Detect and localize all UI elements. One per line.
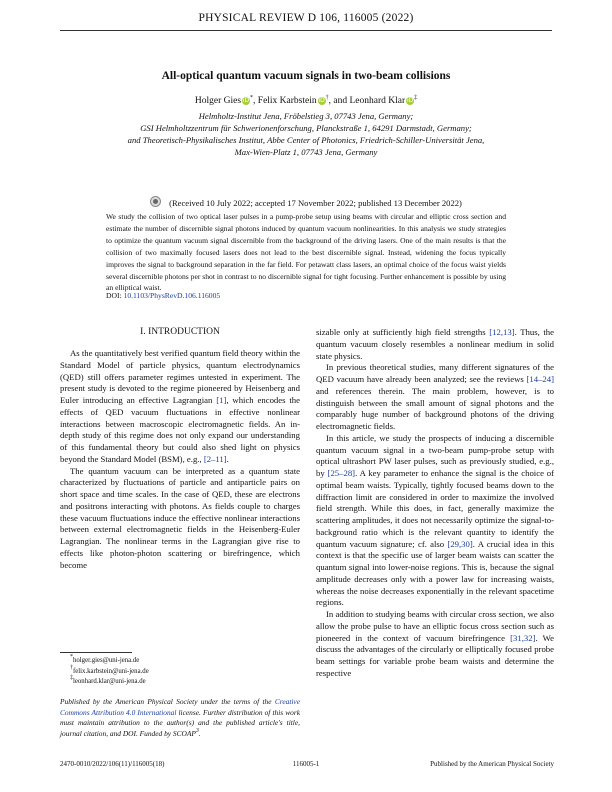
affiliation: Max-Wien-Platz 1, 07743 Jena, Germany xyxy=(234,147,378,157)
license-text: 3 xyxy=(195,727,199,734)
author-name[interactable]: Felix Karbstein xyxy=(257,96,317,106)
license-link[interactable]: Creative Commons Attribution 4.0 International xyxy=(60,697,300,717)
footnote-mark: † xyxy=(70,664,73,671)
paragraph-text: As the quantitatively best verified quantum field theory within the Standard Model of particle physics, quantum electrodynamics (QED) still offers parameter regimes untested in experiment. The present study is devoted to the regime pioneered by Heisenberg and Euler introducing an effective Lagrangian xyxy=(60,348,300,405)
paragraph-text: . Thus, the quantum vacuum closely resembles a nonlinear medium in solid state physics. xyxy=(316,327,554,361)
orcid-icon[interactable]: iD xyxy=(242,97,250,104)
author-name[interactable]: Leonhard Klar xyxy=(349,96,406,106)
paragraph-text: In addition to studying beams with circular cross section, we also allow the probe pulse to have an elliptic focus cross section such as pioneered in the context of vacuum birefringence xyxy=(316,609,554,643)
check-for-updates-icon[interactable] xyxy=(150,196,161,207)
affiliation: and Theoretisch-Physikalisches Institut, Abbe Center of Photonics, Friedrich-Schiller-Universität Jena, xyxy=(127,135,485,145)
footnote xyxy=(60,677,300,688)
paragraph xyxy=(316,433,554,609)
received-text: (Received 10 July 2022; accepted 17 November 2022; published 13 December 2022) xyxy=(169,198,462,208)
author-separator: , xyxy=(253,96,258,106)
author-footnote-mark: ‡ xyxy=(414,95,418,101)
license-text: license. Further distribution of this work must maintain attribution to the author(s) and the published article's title, journal citation, and DOI. Funded by SCOAP xyxy=(60,707,300,738)
paragraph xyxy=(60,348,300,466)
license-text: Published by the American Physical Society under the terms of the xyxy=(60,697,275,706)
paragraph-text: . xyxy=(226,453,229,464)
abstract: We study the collision of two optical laser pulses in a pump-probe setup using beams with circular and elliptic cross section and estimate the number of discernible signal photons induced by quantum vacuum nonlinearities. In this analysis we study strategies to optimize the quantum vacuum signal discernible from the background of the driving lasers. One of the main results is that the collision of two maximally focused lasers does not lead to the best discernible signal. Instead, widening the focus typically improves the signal to background separation in the far field. For petawatt class lasers, an optimal choice of the focus waist yields several discernible photons per shot in contrast to no discernible signal for tight focusing. Further enhancement is possible by using an elliptical waist. xyxy=(106,212,506,293)
paragraph-text: sizable only at sufficiently high field strengths xyxy=(316,327,490,337)
paragraph xyxy=(316,609,554,680)
right-column xyxy=(316,327,554,680)
paragraph-text: In this article, we study the prospects of inducing a discernible quantum vacuum signal in a two-beam pump-probe setup with optical ultrashort PW laser pulses, such as previously studied, e.g., by xyxy=(316,432,554,478)
footnote-rule xyxy=(60,652,132,653)
author-footnote-mark: † xyxy=(325,95,329,101)
paragraph-text: and references therein. The main problem, however, is to distinguish between the small amount of signal photons and the comparably huge number of background photons of the driving electromagnetic fields. xyxy=(316,385,554,431)
left-column xyxy=(60,348,300,571)
paragraph-text: In previous theoretical studies, many different signatures of the QED vacuum have already been analyzed; see the reviews xyxy=(316,362,554,384)
paragraph-text: . We discuss the advantages of the circularly or elliptically focused probe beam settings for variable probe beam waists and determine the respective xyxy=(316,632,555,678)
paper-title: All-optical quantum vacuum signals in two-beam collisions xyxy=(161,70,451,82)
doi-link[interactable]: 10.1103/PhysRevD.106.116005 xyxy=(123,291,221,300)
citation-link[interactable]: [14–24] xyxy=(526,374,554,384)
license-statement xyxy=(60,697,300,739)
paragraph-text: The quantum vacuum can be interpreted as a quantum state characterized by fluctuations of particle and antiparticle pairs on short space and time scales. In the case of QED, these are electrons and positrons interacting with photons. As fields couple to charges these vacuum fluctuations induce the effective nonlinear interactions between external electromagnetic fields in the Heisenberg-Euler Lagrangian. The nonlinear terms in the Lagrangian give rise to effects like photon-photon scattering or birefringence, which become xyxy=(60,465,300,570)
footnote xyxy=(60,664,300,678)
paragraph-text: . A crucial idea in this context is that the specific use of larger beam waists can scatter the quantum signal into lower-noise regions. This is, because the signal amplitude decreases only with a power law for increasing waists, whereas the noise decreases exponentially in the relevant spacetime regions. xyxy=(316,538,554,608)
journal-header: PHYSICAL REVIEW D 106, 116005 (2022) xyxy=(198,12,414,24)
citation-link[interactable]: [31,32] xyxy=(510,632,536,643)
section-heading: I. INTRODUCTION xyxy=(140,327,220,337)
footer-issn: 2470-0010/2022/106(11)/116005(18) xyxy=(60,760,165,768)
footnote-email[interactable]: leonhard.klar@uni-jena.de xyxy=(73,678,146,685)
doi-label: DOI: xyxy=(106,291,124,300)
paragraph xyxy=(316,327,554,362)
citation-link[interactable]: [1] xyxy=(216,395,227,405)
footer-publisher: Published by the American Physical Society xyxy=(430,760,554,768)
author-name[interactable]: Holger Gies xyxy=(194,96,242,106)
license-text: . xyxy=(198,728,201,738)
orcid-icon[interactable]: iD xyxy=(406,97,414,104)
author-separator: , and xyxy=(328,96,350,106)
footnotes xyxy=(60,656,300,688)
footnote-mark: * xyxy=(70,654,73,660)
footnote-email[interactable]: felix.karbstein@uni-jena.de xyxy=(73,667,149,675)
doi-line xyxy=(106,291,220,300)
citation-link[interactable]: [29,30] xyxy=(447,538,473,549)
paragraph xyxy=(316,362,554,433)
footnote xyxy=(60,656,300,667)
header-rule xyxy=(60,30,552,31)
orcid-icon[interactable]: iD xyxy=(318,97,325,104)
affiliation: Helmholtz-Institut Jena, Fröbelstieg 3, 07743 Jena, Germany; xyxy=(198,111,414,121)
affiliation: GSI Helmholtzzentrum für Schwerionenforschung, Planckstraße 1, 64291 Darmstadt, Germany; xyxy=(140,123,472,133)
citation-link[interactable]: [2–11] xyxy=(203,453,227,464)
paragraph-text: . A key parameter to enhance the signal is the choice of optimal beam waists. Typically, tightly focused beams down to the diffraction limit are considered in order to maximize the involved field strength. While this does, in fact, generally maximize the scattering amplitudes, it does not necessarily optimize the signal-to-background ratio which is the relevant quantity to identify the quantum vacuum signature; cf. also xyxy=(316,468,555,549)
footnote-email[interactable]: holger.gies@uni-jena.de xyxy=(73,657,140,664)
footnote-mark: ‡ xyxy=(70,675,73,681)
received-dates xyxy=(60,196,552,208)
author-list xyxy=(60,96,552,106)
author-footnote-mark: * xyxy=(250,95,254,101)
citation-link[interactable]: [12,13] xyxy=(489,327,515,337)
paragraph-text: , which encodes the effects of QED vacuum fluctuations in effective nonlinear interactions between macroscopic electromagnetic fields. An in-depth study of this regime does not only expand our understanding of this fundamental theory but could also shed light on physics beyond the Standard Model (BSM), e.g., xyxy=(60,395,300,464)
paragraph xyxy=(60,466,300,572)
footer-page-number: 116005-1 xyxy=(292,760,320,768)
citation-link[interactable]: [25–28] xyxy=(327,468,356,478)
